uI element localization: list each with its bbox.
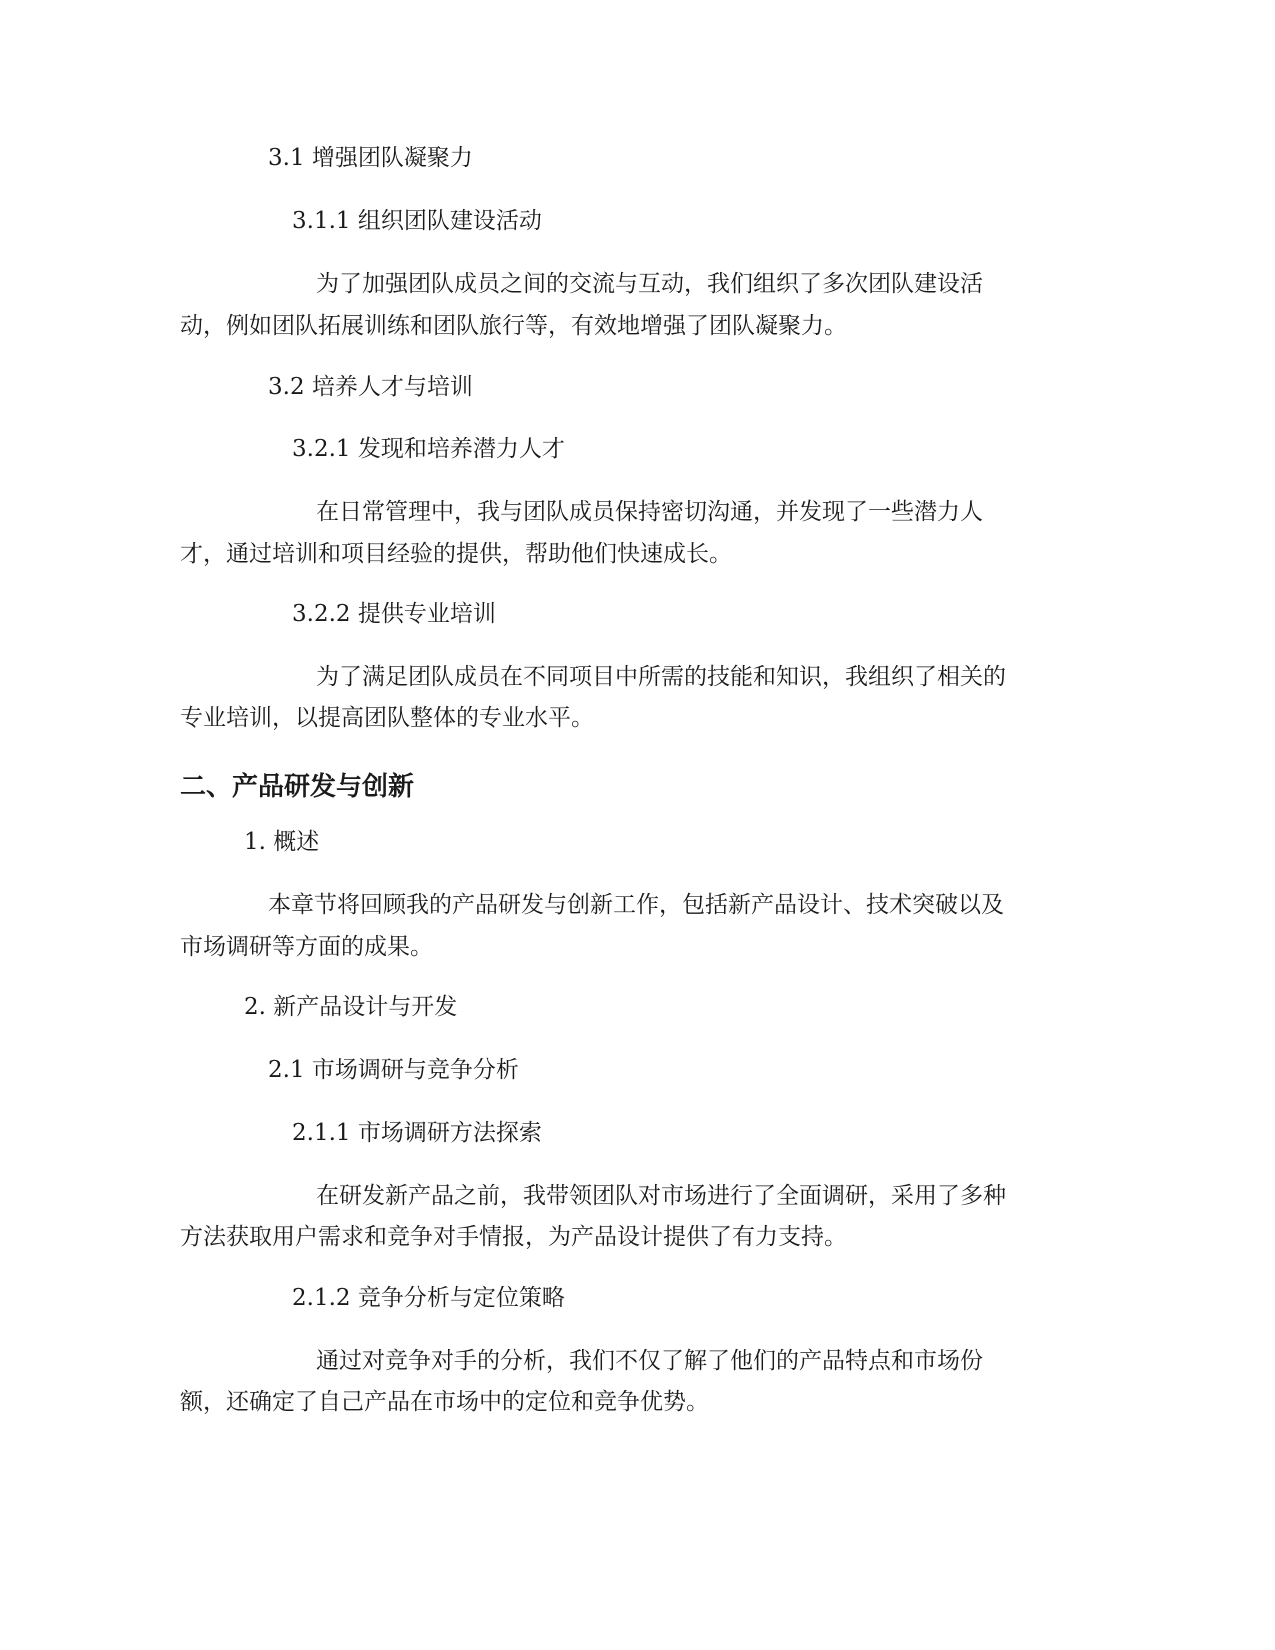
paragraph-line: 通过对竞争对手的分析，我们不仅了解了他们的产品特点和市场份 — [316, 1348, 983, 1374]
paragraph-line: 在研发新产品之前，我带领团队对市场进行了全面调研，采用了多种 — [316, 1183, 1006, 1209]
chapter-title: 二、产品研发与创新 — [180, 772, 415, 802]
paragraph-line: 本章节将回顾我的产品研发与创新工作，包括新产品设计、技术突破以及 — [268, 892, 1004, 918]
paragraph-line: 为了满足团队成员在不同项目中所需的技能和知识，我组织了相关的 — [316, 664, 1006, 690]
paragraph-line: 专业培训，以提高团队整体的专业水平。 — [180, 705, 594, 731]
paragraph-line: 市场调研等方面的成果。 — [180, 934, 433, 960]
heading-3-2: 3.2 培养人才与培训 — [268, 374, 473, 400]
heading-3-1-1: 3.1.1 组织团队建设活动 — [292, 208, 542, 234]
paragraph-line: 额，还确定了自己产品在市场中的定位和竞争优势。 — [180, 1389, 709, 1415]
heading-2: 2. 新产品设计与开发 — [244, 994, 458, 1020]
heading-3-2-2: 3.2.2 提供专业培训 — [292, 601, 496, 627]
paragraph-line: 动，例如团队拓展训练和团队旅行等，有效地增强了团队凝聚力。 — [180, 313, 847, 339]
heading-2-1-1: 2.1.1 市场调研方法探索 — [292, 1120, 542, 1146]
paragraph-line: 才，通过培训和项目经验的提供，帮助他们快速成长。 — [180, 541, 732, 567]
paragraph-line: 方法获取用户需求和竞争对手情报，为产品设计提供了有力支持。 — [180, 1224, 847, 1250]
paragraph-line: 在日常管理中，我与团队成员保持密切沟通，并发现了一些潜力人 — [316, 499, 983, 525]
heading-1: 1. 概述 — [244, 829, 320, 855]
heading-3-2-1: 3.2.1 发现和培养潜力人才 — [292, 436, 565, 462]
heading-2-1: 2.1 市场调研与竞争分析 — [268, 1057, 519, 1083]
paragraph-line: 为了加强团队成员之间的交流与互动，我们组织了多次团队建设活 — [316, 271, 983, 297]
heading-2-1-2: 2.1.2 竞争分析与定位策略 — [292, 1285, 565, 1311]
heading-3-1: 3.1 增强团队凝聚力 — [268, 145, 473, 171]
